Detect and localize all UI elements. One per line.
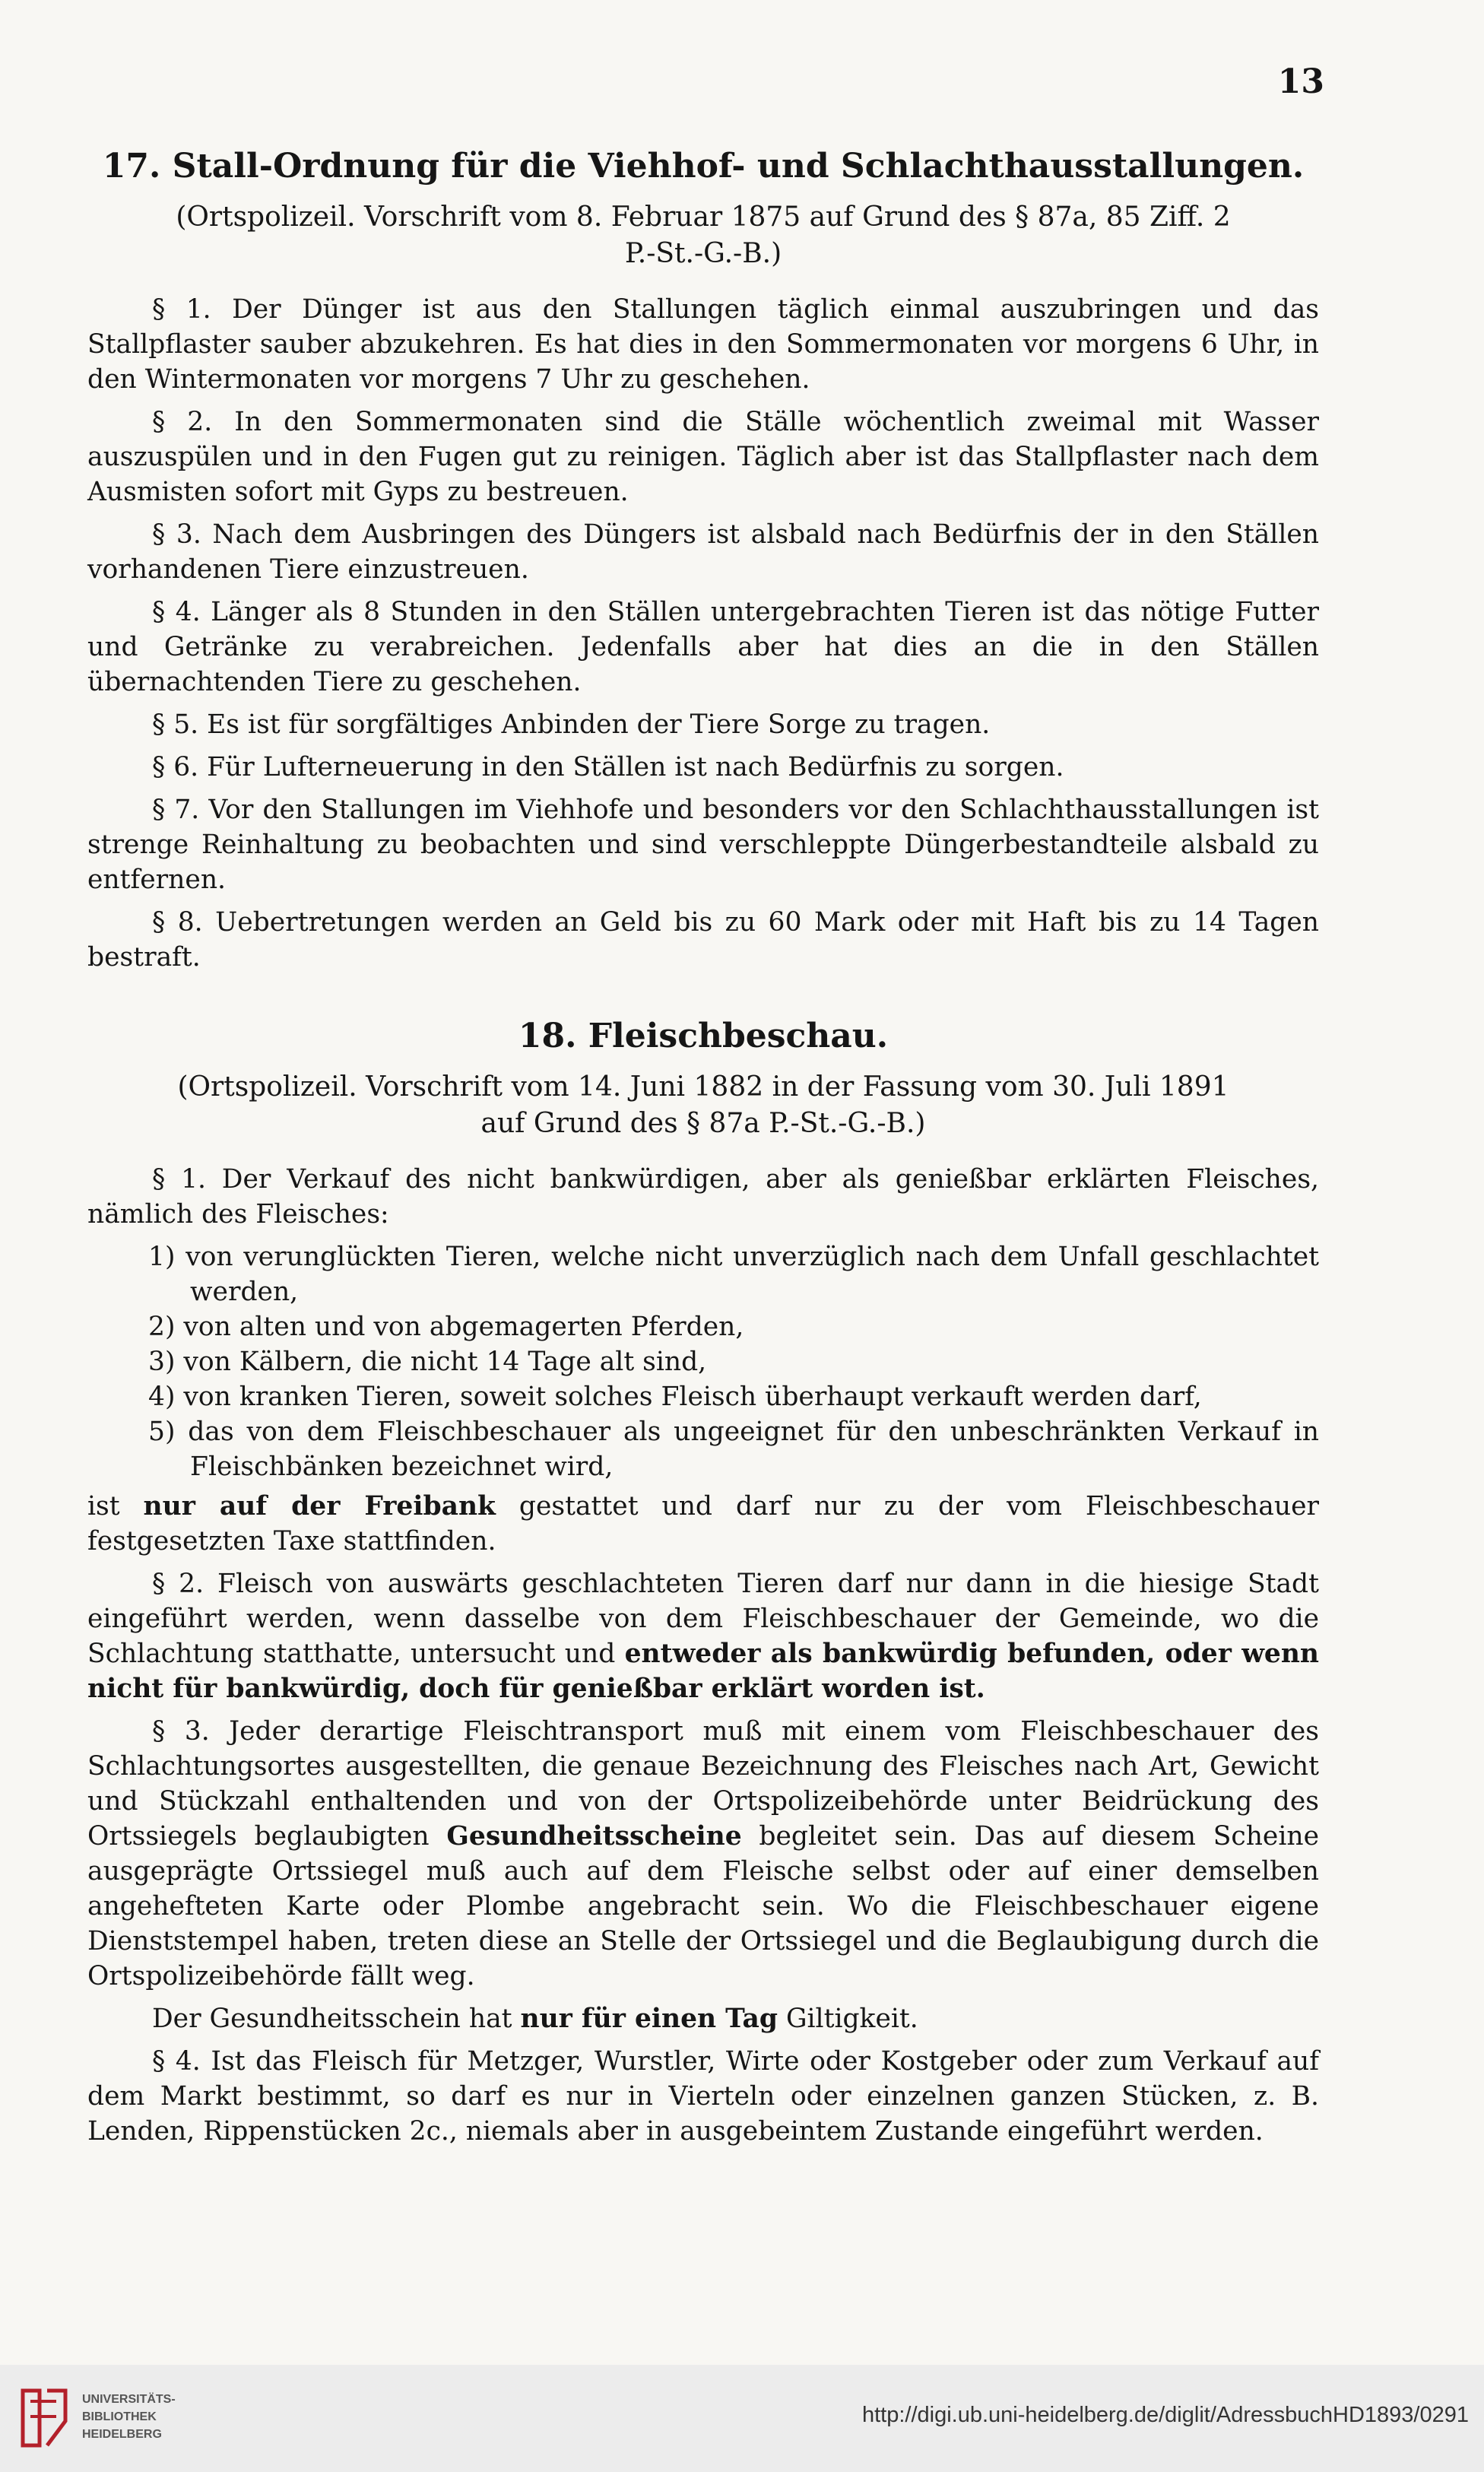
meat-category-list bbox=[87, 1239, 1319, 1484]
text-run: § 2. Fleisch von auswärts geschlachteten Tieren darf nur dann in die hiesige Stadt eingeführt werden, wenn dasselbe von dem Fleischbeschauer der Gemeinde, wo die Schlachtung statthatte, untersucht und bbox=[87, 1569, 1319, 1669]
permalink-url[interactable]: http://digi.ub.uni-heidelberg.de/diglit/AdressbuchHD1893/0291 bbox=[861, 2403, 1469, 2427]
section-18-paragraph-2 bbox=[87, 1566, 1319, 1706]
section-17-paragraph-3: § 3. Nach dem Ausbringen des Düngers ist alsbald nach Bedürfnis der in den Ställen vorhandenen Tiere einzustreuen. bbox=[87, 519, 1319, 585]
section-17-title: 17. Stall-Ordnung für die Viehhof- und Schlachthausstallungen. bbox=[102, 147, 1305, 186]
library-name bbox=[82, 2391, 176, 2443]
section-18-paragraph-1: § 1. Der Verkauf des nicht bankwürdigen, aber als genießbar erklärten Fleisches, nämlich des Fleisches: bbox=[87, 1164, 1319, 1230]
library-name-line2: BIBLIOTHEK bbox=[82, 2410, 157, 2423]
section-18-title: 18. Fleischbeschau. bbox=[518, 1017, 889, 1055]
section-17-subtitle-line2: P.-St.-G.-B.) bbox=[624, 238, 782, 269]
emphasis-one-day: nur für einen Tag bbox=[520, 2004, 778, 2034]
text-run: Giltigkeit. bbox=[777, 2004, 918, 2034]
list-item: 2) von alten und von abgemagerten Pferden, bbox=[148, 1312, 744, 1342]
section-18-subtitle bbox=[87, 1069, 1319, 1142]
emphasis-gesundheitsscheine: Gesundheitsscheine bbox=[446, 1821, 742, 1852]
page-content bbox=[87, 144, 1319, 2156]
text-run: § 3. Jeder derartige Fleischtransport muß mit einem vom Fleischbeschauer des Schlachtungsortes ausgestellten, die genaue Bezeichnung des Fleisches nach Art, Gewicht und Stückzahl enthaltenden und von der Ortspolizeibehörde unter Beidrückung des Ortssiegels beglaubigten bbox=[87, 1716, 1319, 1852]
section-18-subtitle-line2: auf Grund des § 87a P.-St.-G.-B.) bbox=[480, 1108, 926, 1139]
section-17-subtitle bbox=[87, 199, 1319, 272]
library-name-line3: HEIDELBERG bbox=[82, 2428, 162, 2441]
section-17-paragraph-8: § 8. Uebertretungen werden an Geld bis zu 60 Mark oder mit Haft bis zu 14 Tagen bestraft. bbox=[87, 907, 1319, 973]
list-item: 3) von Kälbern, die nicht 14 Tage alt sind, bbox=[148, 1347, 707, 1377]
section-17-paragraph-2: § 2. In den Sommermonaten sind die Ställe wöchentlich zweimal mit Wasser auszuspülen und in den Fugen gut zu reinigen. Täglich aber ist das Stallpflaster nach dem Ausmisten sofort mit Gyps zu bestreuen. bbox=[87, 407, 1319, 507]
section-18-paragraph-4: § 4. Ist das Fleisch für Metzger, Wurstler, Wirte oder Kostgeber oder zum Verkauf auf dem Markt bestimmt, so darf es nur in Vierteln oder einzelnen ganzen Stücken, z. B. Lenden, Rippenstücken 2c., niemals aber in ausgebeintem Zustande eingeführt werden. bbox=[87, 2046, 1319, 2147]
section-17-paragraph-4: § 4. Länger als 8 Stunden in den Ställen untergebrachten Tieren ist das nötige Futter und Getränke zu verabreichen. Jedenfalls aber hat dies an die in den Ställen übernachtenden Tiere zu geschehen. bbox=[87, 597, 1319, 697]
emphasis-freibank: nur auf der Freibank bbox=[143, 1491, 496, 1522]
text-run: begleitet sein. Das auf diesem Scheine ausgeprägte Ortssiegel muß auch auf dem Fleische selbst oder auf einer demselben angehefteten Karte oder Plombe angebracht sein. Wo die Fleischbeschauer eigene Dienststempel haben, treten diese an Stelle der Ortssiegel und die Beglaubigung durch die Ortspolizeibehörde fällt weg. bbox=[87, 1821, 1320, 1991]
text-run: ist bbox=[87, 1491, 144, 1522]
list-item: 1) von verunglückten Tieren, welche nicht unverzüglich nach dem Unfall geschlachtet werden, bbox=[148, 1242, 1319, 1307]
page-number: 13 bbox=[1277, 62, 1324, 101]
section-17-paragraph-5: § 5. Es ist für sorgfältiges Anbinden der Tiere Sorge zu tragen. bbox=[152, 709, 991, 740]
section-18-subtitle-line1: (Ortspolizeil. Vorschrift vom 14. Juni 1882 in der Fassung vom 30. Juli 1891 bbox=[177, 1071, 1229, 1103]
list-item: 5) das von dem Fleischbeschauer als ungeeignet für den unbeschränkten Verkauf in Fleischbänken bezeichnet wird, bbox=[148, 1417, 1319, 1482]
text-run: Der Gesundheitsschein hat bbox=[152, 2004, 521, 2034]
text-run: gestattet und darf nur zu der vom Fleischbeschauer festgesetzten Taxe stattfinden. bbox=[87, 1491, 1319, 1557]
section-17-paragraph-7: § 7. Vor den Stallungen im Viehhofe und besonders vor den Schlachthausstallungen ist strenge Reinhaltung zu beobachten und sind verschleppte Düngerbestandteile alsbald zu entfernen. bbox=[87, 795, 1319, 895]
section-17-paragraph-1: § 1. Der Dünger ist aus den Stallungen täglich einmal auszubringen und das Stallpflaster sauber abzukehren. Es hat dies in den Sommermonaten vor morgens 6 Uhr, in den Wintermonaten vor morgens 7 Uhr zu geschehen. bbox=[87, 294, 1319, 395]
viewer-footer bbox=[0, 2365, 1484, 2472]
section-17-paragraph-6: § 6. Für Lufterneuerung in den Ställen ist nach Bedürfnis zu sorgen. bbox=[152, 752, 1064, 782]
section-17-subtitle-line1: (Ortspolizeil. Vorschrift vom 8. Februar 1875 auf Grund des § 87a, 85 Ziff. 2 bbox=[176, 202, 1231, 233]
university-library-logo-icon[interactable] bbox=[17, 2386, 71, 2450]
section-18-paragraph-3-continued bbox=[87, 2001, 1319, 2036]
emphasis-bankwuerdig: entweder als bankwürdig befunden, oder wenn nicht für bankwürdig, doch für genießbar erklärt worden ist. bbox=[87, 1639, 1320, 1704]
library-name-line1: UNIVERSITÄTS- bbox=[82, 2393, 176, 2406]
section-18-paragraph-1-end bbox=[87, 1489, 1319, 1559]
list-item: 4) von kranken Tieren, soweit solches Fleisch überhaupt verkauft werden darf, bbox=[148, 1382, 1202, 1412]
section-18-paragraph-3 bbox=[87, 1714, 1319, 1994]
